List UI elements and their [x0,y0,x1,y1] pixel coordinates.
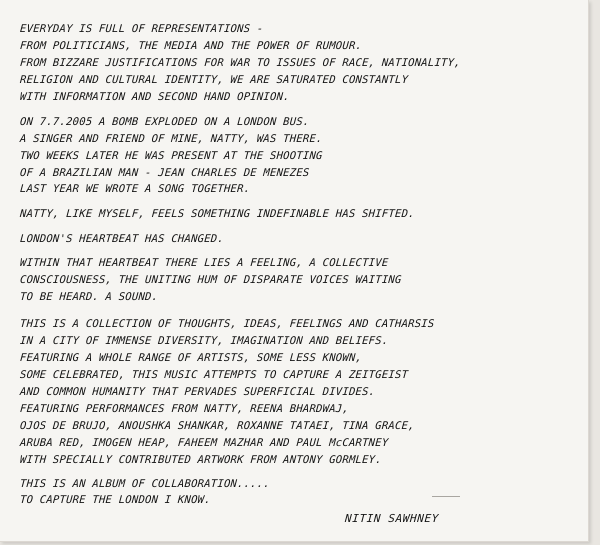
note-line: LAST YEAR WE WROTE A SONG TOGETHER. [19,183,251,195]
note-line: CONSCIOUSNESS, THE UNITING HUM OF DISPARATE VOICES WAITING [19,274,402,286]
note-line: TO CAPTURE THE LONDON I KNOW. [19,494,212,506]
note-line: OJOS DE BRUJO, ANOUSHKA SHANKAR, ROXANNE TATAEI, TINA GRACE, [19,420,416,432]
note-line: NATTY, LIKE MYSELF, FEELS SOMETHING INDEFINABLE HAS SHIFTED. [19,208,416,220]
note-line: AND COMMON HUMANITY THAT PERVADES SUPERFICIAL DIVIDES. [19,386,376,398]
note-line: TWO WEEKS LATER HE WAS PRESENT AT THE SHOOTING [19,150,324,162]
note-line: WITH SPECIALLY CONTRIBUTED ARTWORK FROM ANTONY GORMLEY. [19,454,383,466]
note-line: RELIGION AND CULTURAL IDENTITY, WE ARE SATURATED CONSTANTLY [19,74,409,86]
note-line: FROM BIZZARE JUSTIFICATIONS FOR WAR TO ISSUES OF RACE, NATIONALITY, [19,57,462,69]
note-line: ON 7.7.2005 A BOMB EXPLODED ON A LONDON BUS. [19,116,310,128]
signature-stroke [432,496,460,497]
note-line: WITH INFORMATION AND SECOND HAND OPINION. [19,91,291,103]
note-line: WITHIN THAT HEARTBEAT THERE LIES A FEELING, A COLLECTIVE [19,257,389,269]
note-line: THIS IS A COLLECTION OF THOUGHTS, IDEAS, FEELINGS AND CATHARSIS [19,318,435,330]
note-line: OF A BRAZILIAN MAN - JEAN CHARLES DE MENEZES [19,167,310,179]
note-line: ARUBA RED, IMOGEN HEAP, FAHEEM MAZHAR AND PAUL McCARTNEY [19,437,389,449]
note-line: TO BE HEARD. A SOUND. [19,291,159,303]
note-line: THIS IS AN ALBUM OF COLLABORATION..... [19,478,271,490]
note-line: IN A CITY OF IMMENSE DIVERSITY, IMAGINATION AND BELIEFS. [19,335,389,347]
note-line: FEATURING PERFORMANCES FROM NATTY, REENA BHARDWAJ, [19,403,350,415]
note-line: EVERYDAY IS FULL OF REPRESENTATIONS - [19,23,264,35]
note-line: SOME CELEBRATED, THIS MUSIC ATTEMPTS TO CAPTURE A ZEITGEIST [19,369,409,381]
note-line: A SINGER AND FRIEND OF MINE, NATTY, WAS THERE. [19,133,324,145]
note-line: LONDON'S HEARTBEAT HAS CHANGED. [19,233,225,245]
note-line: FEATURING A WHOLE RANGE OF ARTISTS, SOME LESS KNOWN, [19,352,363,364]
signature: NITIN SAWHNEY [344,512,440,525]
note-line: FROM POLITICIANS, THE MEDIA AND THE POWER OF RUMOUR. [19,40,363,52]
